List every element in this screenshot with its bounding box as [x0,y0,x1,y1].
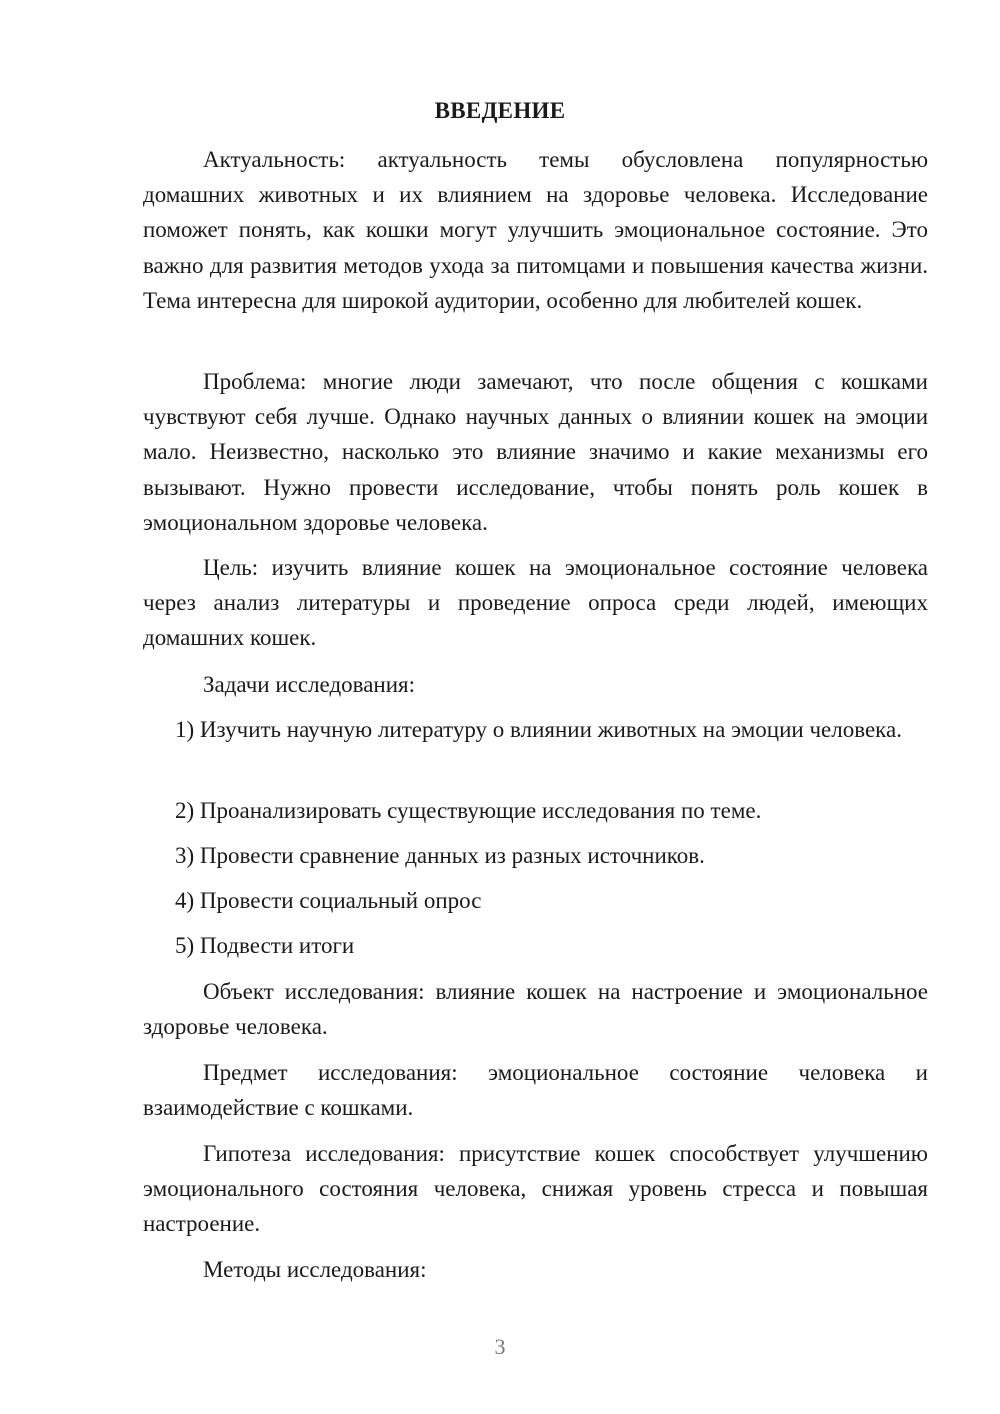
task-item-5: 5) Подвести итоги [175,933,355,958]
task-item-4: 4) Провести социальный опрос [175,888,482,913]
tasks-heading: Задачи исследования: [203,672,416,697]
methods-heading: Методы исследования: [203,1257,427,1282]
paragraph-object: Объект исследования: влияние кошек на настроение и эмоциональное здоровье человека. [143,979,928,1040]
paragraph-subject: Предмет исследования: эмоциональное состояние человека и взаимодействие с кошками. [143,1060,928,1121]
paragraph-goal: Цель: изучить влияние кошек на эмоциональное состояние человека через анализ литературы и проведение опроса среди людей, имеющих домашних кошек. [143,555,928,651]
task-item-2: 2) Проанализировать существующие исследования по теме. [175,798,762,823]
section-title: ВВЕДЕНИЕ [434,98,566,123]
page-number: 3 [494,1334,506,1359]
task-item-3: 3) Провести сравнение данных из разных источников. [175,843,705,868]
paragraph-relevance: Актуальность: актуальность темы обусловлена популярностью домашних животных и их влиянием на здоровье человека. Исследование поможет понять, как кошки могут улучшить эмоциональное состояние. Это важно для развития методов ухода за питомцами и повышения качества жизни. Тема интересна для широкой аудитории, особенно для любителей кошек. [143,147,928,313]
task-item-1: 1) Изучить научную литературу о влиянии животных на эмоции человека. [175,717,902,742]
paragraph-hypothesis: Гипотеза исследования: присутствие кошек способствует улучшению эмоционального состояния человека, снижая уровень стресса и повышая настроение. [143,1141,928,1237]
paragraph-problem: Проблема: многие люди замечают, что после общения с кошками чувствуют себя лучше. Однако научных данных о влиянии кошек на эмоции мало. Неизвестно, насколько это влияние значимо и какие механизмы его вызывают. Нужно провести исследование, чтобы понять роль кошек в эмоциональном здоровье человека. [143,369,928,535]
